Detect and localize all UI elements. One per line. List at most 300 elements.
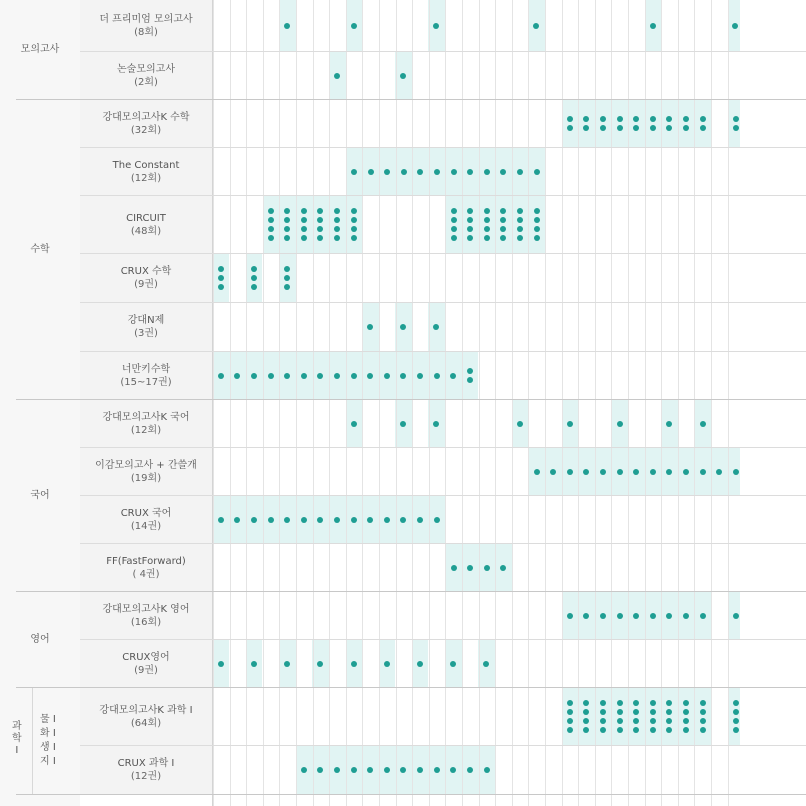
schedule-dot bbox=[334, 517, 340, 523]
grid-column-line bbox=[611, 0, 612, 806]
schedule-dot bbox=[617, 718, 623, 724]
schedule-dot bbox=[417, 767, 423, 773]
schedule-dot bbox=[317, 208, 323, 214]
schedule-dot bbox=[650, 125, 656, 131]
schedule-dot bbox=[534, 469, 540, 475]
schedule-dot bbox=[666, 116, 672, 122]
schedule-dot bbox=[733, 613, 739, 619]
program-name-cell bbox=[80, 592, 212, 639]
schedule-dot bbox=[400, 767, 406, 773]
grid-column-line bbox=[379, 0, 380, 806]
program-name-cell bbox=[80, 352, 212, 399]
schedule-dot bbox=[484, 208, 490, 214]
schedule-dot bbox=[467, 368, 473, 374]
row-divider bbox=[80, 351, 806, 352]
schedule-dot bbox=[517, 208, 523, 214]
program-name: CRUX 수학 bbox=[120, 266, 172, 277]
schedule-dot bbox=[450, 767, 456, 773]
schedule-dot bbox=[284, 275, 290, 281]
schedule-dot bbox=[567, 125, 573, 131]
program-count: (12회) bbox=[130, 172, 162, 184]
science-subjects-label: 물 I 화 I 생 I 지 I bbox=[40, 714, 56, 767]
schedule-dot bbox=[700, 469, 706, 475]
schedule-dot bbox=[666, 709, 672, 715]
schedule-dot bbox=[284, 284, 290, 290]
category-label-math: 수학 bbox=[30, 243, 50, 255]
program-name: 논술모의고사 bbox=[117, 63, 175, 75]
schedule-dot bbox=[550, 469, 556, 475]
schedule-dot bbox=[351, 217, 357, 223]
science-sub-divider bbox=[32, 688, 33, 794]
schedule-dot bbox=[400, 324, 406, 330]
category-column bbox=[0, 0, 80, 806]
schedule-band bbox=[562, 688, 712, 745]
program-name-cell bbox=[80, 52, 212, 99]
schedule-dot bbox=[218, 517, 224, 523]
schedule-dot bbox=[284, 208, 290, 214]
program-name: CIRCUIT bbox=[126, 212, 166, 224]
schedule-dot bbox=[617, 125, 623, 131]
section-divider bbox=[16, 794, 806, 795]
schedule-dot bbox=[484, 226, 490, 232]
schedule-dot bbox=[567, 727, 573, 733]
schedule-band bbox=[728, 688, 740, 745]
schedule-dot bbox=[534, 208, 540, 214]
schedule-dot bbox=[317, 235, 323, 241]
schedule-band bbox=[728, 100, 740, 147]
program-count: (2회) bbox=[134, 76, 158, 88]
schedule-dot bbox=[234, 517, 240, 523]
schedule-dot bbox=[517, 226, 523, 232]
program-count: (48회) bbox=[130, 225, 162, 237]
schedule-dot bbox=[567, 613, 573, 619]
program-count: (32회) bbox=[130, 124, 162, 136]
schedule-dot bbox=[384, 169, 390, 175]
schedule-dot bbox=[700, 116, 706, 122]
program-name: CRUX영어 bbox=[122, 651, 170, 663]
schedule-dot bbox=[733, 709, 739, 715]
program-name: 너만키수학 bbox=[121, 363, 171, 375]
program-name-cell bbox=[80, 688, 212, 745]
schedule-dot bbox=[334, 208, 340, 214]
grid-column-line bbox=[578, 0, 579, 806]
schedule-dot bbox=[700, 718, 706, 724]
grid-column-line bbox=[545, 0, 546, 806]
schedule-dot bbox=[434, 767, 440, 773]
schedule-dot bbox=[351, 421, 357, 427]
grid-column-line bbox=[412, 0, 413, 806]
program-count: (9권) bbox=[134, 279, 158, 290]
schedule-dot bbox=[583, 727, 589, 733]
schedule-dot bbox=[351, 208, 357, 214]
schedule-dot bbox=[351, 517, 357, 523]
schedule-dot bbox=[351, 661, 357, 667]
grid-column-line bbox=[230, 0, 231, 806]
schedule-dot bbox=[367, 324, 373, 330]
schedule-dot bbox=[251, 275, 257, 281]
program-count: (12회) bbox=[130, 424, 162, 436]
schedule-dot bbox=[417, 517, 423, 523]
schedule-dot bbox=[251, 517, 257, 523]
schedule-dot bbox=[433, 23, 439, 29]
schedule-dot bbox=[666, 469, 672, 475]
schedule-dot bbox=[218, 266, 224, 272]
schedule-dot bbox=[633, 116, 639, 122]
schedule-dot bbox=[301, 373, 307, 379]
schedule-dot bbox=[733, 718, 739, 724]
schedule-dot bbox=[317, 226, 323, 232]
schedule-dot bbox=[451, 235, 457, 241]
schedule-dot bbox=[434, 373, 440, 379]
program-count: (8회) bbox=[134, 26, 158, 38]
schedule-dot bbox=[334, 217, 340, 223]
schedule-dot bbox=[467, 169, 473, 175]
schedule-dot bbox=[351, 767, 357, 773]
program-name: 강대모의고사K 영어 bbox=[102, 603, 190, 615]
schedule-dot bbox=[251, 373, 257, 379]
schedule-dot bbox=[650, 116, 656, 122]
schedule-dot bbox=[451, 226, 457, 232]
schedule-dot bbox=[367, 373, 373, 379]
program-count: (14권) bbox=[130, 520, 162, 532]
schedule-dot bbox=[218, 661, 224, 667]
schedule-dot bbox=[683, 116, 689, 122]
schedule-dot bbox=[600, 718, 606, 724]
schedule-dot bbox=[218, 373, 224, 379]
program-name-cell bbox=[80, 496, 212, 543]
schedule-dot bbox=[450, 373, 456, 379]
category-label-korean: 국어 bbox=[30, 489, 50, 501]
schedule-dot bbox=[317, 661, 323, 667]
schedule-dot bbox=[583, 469, 589, 475]
schedule-dot bbox=[351, 235, 357, 241]
schedule-dot bbox=[451, 565, 457, 571]
schedule-dot bbox=[683, 125, 689, 131]
schedule-dot bbox=[567, 709, 573, 715]
grid-column-line bbox=[645, 0, 646, 806]
schedule-dot bbox=[700, 421, 706, 427]
schedule-dot bbox=[733, 125, 739, 131]
schedule-dot bbox=[467, 767, 473, 773]
section-divider bbox=[16, 99, 806, 100]
schedule-dot bbox=[467, 208, 473, 214]
schedule-dot bbox=[284, 23, 290, 29]
schedule-dot bbox=[301, 767, 307, 773]
schedule-dot bbox=[666, 613, 672, 619]
schedule-dot bbox=[600, 700, 606, 706]
grid-column-line bbox=[396, 0, 397, 806]
program-name: 더 프리미엄 모의고사 bbox=[99, 13, 193, 25]
schedule-dot bbox=[218, 275, 224, 281]
schedule-dot bbox=[650, 700, 656, 706]
grid-column-line bbox=[711, 0, 712, 806]
schedule-dot bbox=[666, 727, 672, 733]
program-name: CRUX 국어 bbox=[120, 507, 172, 519]
schedule-dot bbox=[351, 226, 357, 232]
schedule-dot bbox=[683, 469, 689, 475]
program-name-cell bbox=[80, 746, 212, 794]
schedule-dot bbox=[733, 116, 739, 122]
program-name: 강대모의고사K 국어 bbox=[102, 411, 190, 423]
program-name-cell bbox=[80, 100, 212, 147]
schedule-dot bbox=[467, 217, 473, 223]
schedule-dot bbox=[401, 169, 407, 175]
schedule-dot bbox=[567, 700, 573, 706]
schedule-dot bbox=[417, 169, 423, 175]
schedule-dot bbox=[700, 727, 706, 733]
schedule-dot bbox=[268, 517, 274, 523]
row-divider bbox=[80, 447, 806, 448]
schedule-dot bbox=[617, 116, 623, 122]
schedule-dot bbox=[467, 377, 473, 383]
schedule-dot bbox=[617, 709, 623, 715]
row-divider bbox=[80, 147, 806, 148]
schedule-band bbox=[562, 100, 712, 147]
schedule-dot bbox=[683, 727, 689, 733]
grid-column-line bbox=[213, 0, 214, 806]
program-name: 이감모의고사 + 간쓸개 bbox=[95, 459, 197, 471]
category-label-english: 영어 bbox=[30, 633, 50, 645]
grid-column-line bbox=[362, 0, 363, 806]
schedule-dot bbox=[500, 208, 506, 214]
schedule-dot bbox=[617, 700, 623, 706]
schedule-dot bbox=[733, 727, 739, 733]
grid-column-line bbox=[479, 0, 480, 806]
schedule-dot bbox=[384, 373, 390, 379]
schedule-dot bbox=[351, 169, 357, 175]
grid-column-line bbox=[429, 0, 430, 806]
schedule-dot bbox=[268, 217, 274, 223]
grid-column-line bbox=[694, 0, 695, 806]
grid-column-line bbox=[246, 0, 247, 806]
schedule-dot bbox=[583, 718, 589, 724]
schedule-dot bbox=[600, 709, 606, 715]
schedule-dot bbox=[733, 700, 739, 706]
schedule-dot bbox=[284, 226, 290, 232]
program-name-cell bbox=[80, 148, 212, 195]
grid-column-line bbox=[279, 0, 280, 806]
program-name-cell bbox=[80, 640, 212, 687]
schedule-dot bbox=[650, 613, 656, 619]
schedule-dot bbox=[517, 217, 523, 223]
schedule-dot bbox=[633, 709, 639, 715]
section-divider bbox=[16, 687, 806, 688]
schedule-dot bbox=[650, 23, 656, 29]
schedule-dot bbox=[517, 421, 523, 427]
schedule-dot bbox=[467, 235, 473, 241]
schedule-dot bbox=[700, 125, 706, 131]
schedule-dot bbox=[517, 169, 523, 175]
grid-column-line bbox=[678, 0, 679, 806]
schedule-dot bbox=[534, 235, 540, 241]
schedule-dot bbox=[384, 661, 390, 667]
program-name: FF(FastForward) bbox=[106, 555, 186, 567]
schedule-dot bbox=[534, 169, 540, 175]
schedule-dot bbox=[417, 373, 423, 379]
program-count: (9권) bbox=[134, 664, 158, 676]
schedule-dot bbox=[251, 661, 257, 667]
program-name: 강대모의고사K 수학 bbox=[102, 111, 190, 123]
schedule-dot bbox=[317, 217, 323, 223]
schedule-dot bbox=[683, 718, 689, 724]
schedule-dot bbox=[484, 767, 490, 773]
schedule-dot bbox=[633, 700, 639, 706]
schedule-dot bbox=[733, 469, 739, 475]
program-name-cell bbox=[80, 0, 212, 51]
schedule-dot bbox=[600, 727, 606, 733]
schedule-dot bbox=[301, 235, 307, 241]
schedule-dot bbox=[334, 73, 340, 79]
row-divider bbox=[80, 195, 806, 196]
schedule-dot bbox=[301, 208, 307, 214]
schedule-dot bbox=[567, 469, 573, 475]
schedule-dot bbox=[334, 767, 340, 773]
program-name: CRUX 과학 I bbox=[117, 758, 175, 769]
schedule-dot bbox=[451, 217, 457, 223]
schedule-dot bbox=[451, 169, 457, 175]
schedule-dot bbox=[534, 226, 540, 232]
schedule-dot bbox=[683, 613, 689, 619]
schedule-dot bbox=[700, 613, 706, 619]
schedule-dot bbox=[284, 266, 290, 272]
schedule-dot bbox=[683, 700, 689, 706]
schedule-dot bbox=[534, 217, 540, 223]
schedule-dot bbox=[583, 613, 589, 619]
grid-column-line bbox=[628, 0, 629, 806]
program-name: The Constant bbox=[112, 159, 180, 171]
schedule-dot bbox=[483, 661, 489, 667]
schedule-dot bbox=[268, 208, 274, 214]
schedule-dot bbox=[384, 517, 390, 523]
program-name-cell bbox=[80, 400, 212, 447]
schedule-dot bbox=[500, 235, 506, 241]
row-divider bbox=[80, 302, 806, 303]
row-divider bbox=[80, 51, 806, 52]
program-name: 강대N제 bbox=[127, 315, 165, 326]
grid-column-line bbox=[263, 0, 264, 806]
row-divider bbox=[80, 639, 806, 640]
schedule-dot bbox=[732, 23, 738, 29]
schedule-dot bbox=[467, 565, 473, 571]
schedule-dot bbox=[234, 373, 240, 379]
schedule-dot bbox=[600, 613, 606, 619]
schedule-dot bbox=[583, 125, 589, 131]
schedule-dot bbox=[351, 23, 357, 29]
schedule-dot bbox=[600, 469, 606, 475]
grid-column-line bbox=[445, 0, 446, 806]
program-count: (15~17권) bbox=[120, 376, 172, 388]
schedule-dot bbox=[633, 613, 639, 619]
schedule-dot bbox=[284, 517, 290, 523]
schedule-dot bbox=[500, 226, 506, 232]
name-column-border bbox=[212, 0, 213, 806]
schedule-dot bbox=[500, 169, 506, 175]
schedule-dot bbox=[400, 73, 406, 79]
schedule-dot bbox=[600, 125, 606, 131]
grid-column-line bbox=[329, 0, 330, 806]
category-label-science: 과 학 I bbox=[12, 721, 22, 756]
grid-column-line bbox=[528, 0, 529, 806]
row-divider bbox=[80, 543, 806, 544]
schedule-dot bbox=[284, 217, 290, 223]
row-divider bbox=[80, 253, 806, 254]
schedule-dot bbox=[251, 266, 257, 272]
schedule-dot bbox=[434, 169, 440, 175]
schedule-dot bbox=[716, 469, 722, 475]
grid-column-line bbox=[728, 0, 729, 806]
schedule-dot bbox=[433, 324, 439, 330]
schedule-dot bbox=[218, 284, 224, 290]
schedule-dot bbox=[633, 718, 639, 724]
schedule-dot bbox=[633, 727, 639, 733]
program-count: (3권) bbox=[134, 328, 158, 339]
schedule-dot bbox=[500, 217, 506, 223]
program-count: (64회) bbox=[130, 717, 162, 729]
schedule-dot bbox=[450, 661, 456, 667]
schedule-dot bbox=[284, 661, 290, 667]
schedule-dot bbox=[400, 421, 406, 427]
schedule-dot bbox=[301, 517, 307, 523]
schedule-dot bbox=[301, 226, 307, 232]
grid-column-line bbox=[462, 0, 463, 806]
program-name-cell bbox=[80, 448, 212, 495]
schedule-dot bbox=[617, 613, 623, 619]
schedule-dot bbox=[301, 217, 307, 223]
schedule-dot bbox=[367, 767, 373, 773]
schedule-dot bbox=[433, 421, 439, 427]
program-name-cell bbox=[80, 303, 212, 351]
program-count: (19회) bbox=[130, 472, 162, 484]
grid-column-line bbox=[296, 0, 297, 806]
schedule-dot bbox=[666, 125, 672, 131]
schedule-dot bbox=[284, 235, 290, 241]
schedule-dot bbox=[633, 469, 639, 475]
row-divider bbox=[80, 495, 806, 496]
schedule-dot bbox=[400, 517, 406, 523]
schedule-dot bbox=[434, 517, 440, 523]
schedule-dot bbox=[417, 661, 423, 667]
schedule-dot bbox=[451, 208, 457, 214]
schedule-dot bbox=[683, 709, 689, 715]
schedule-dot bbox=[351, 373, 357, 379]
schedule-dot bbox=[268, 226, 274, 232]
schedule-dot bbox=[666, 718, 672, 724]
schedule-dot bbox=[617, 421, 623, 427]
schedule-dot bbox=[334, 373, 340, 379]
category-label-mock: 모의고사 bbox=[20, 43, 60, 55]
section-divider bbox=[16, 591, 806, 592]
grid-column-line bbox=[495, 0, 496, 806]
grid-column-line bbox=[346, 0, 347, 806]
schedule-dot bbox=[533, 23, 539, 29]
schedule-dot bbox=[400, 373, 406, 379]
grid-column-line bbox=[562, 0, 563, 806]
grid-column-line bbox=[313, 0, 314, 806]
schedule-dot bbox=[517, 235, 523, 241]
schedule-dot bbox=[334, 226, 340, 232]
grid-column-line bbox=[512, 0, 513, 806]
schedule-dot bbox=[334, 235, 340, 241]
schedule-dot bbox=[251, 284, 257, 290]
schedule-dot bbox=[567, 116, 573, 122]
schedule-dot bbox=[384, 767, 390, 773]
schedule-dot bbox=[484, 169, 490, 175]
schedule-dot bbox=[617, 727, 623, 733]
schedule-dot bbox=[700, 709, 706, 715]
schedule-dot bbox=[317, 373, 323, 379]
schedule-dot bbox=[484, 235, 490, 241]
schedule-dot bbox=[484, 217, 490, 223]
